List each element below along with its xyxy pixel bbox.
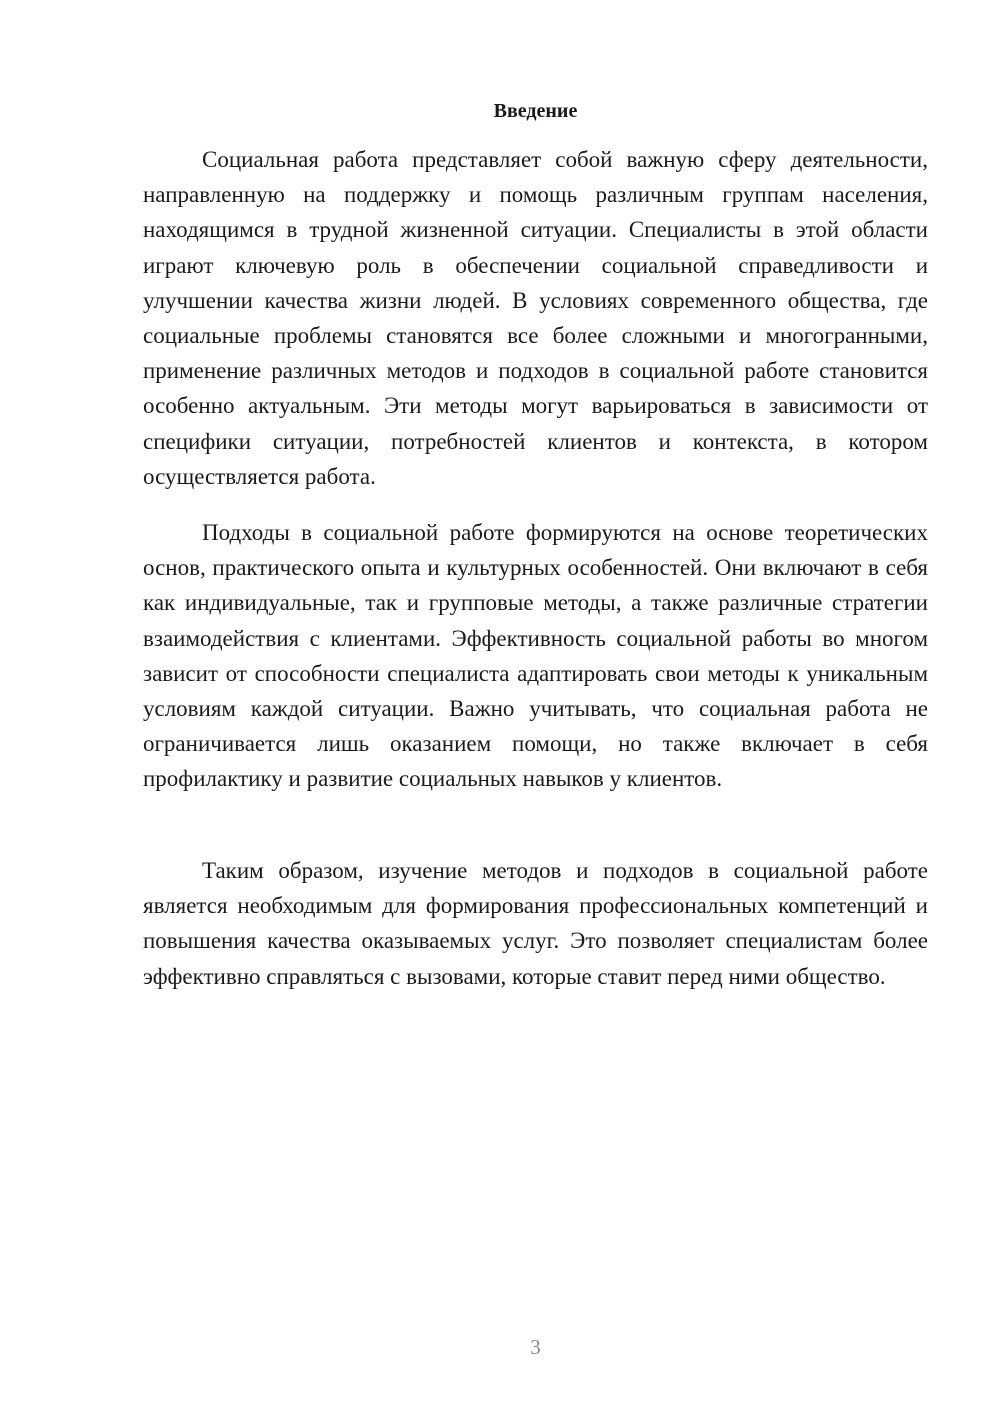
section-title: Введение bbox=[493, 100, 578, 122]
page-number: 3 bbox=[530, 1335, 541, 1359]
paragraph-intro: Социальная работа представляет собой важную сферу деятельности, направленную на поддержку и помощь различным группам населения, находящимся в трудной жизненной ситуации. Специалисты в этой области играют ключевую роль в обеспечении социальной справедливости и улучшении качества жизни людей. В условиях современного общества, где социальные проблемы становятся все более сложными и многогранными, применение различных методов и подходов в социальной работе становится особенно актуальным. Эти методы могут варьироваться в зависимости от специфики ситуации, потребностей клиентов и контекста, в котором осуществляется работа. bbox=[143, 147, 928, 489]
paragraph-conclusion: Таким образом, изучение методов и подходов в социальной работе является необходимым для формирования профессиональных компетенций и повышения качества оказываемых услуг. Это позволяет специалистам более эффективно справляться с вызовами, которые ставит перед ними общество. bbox=[143, 858, 928, 989]
paragraph-approaches: Подходы в социальной работе формируются на основе теоретических основ, практического опыта и культурных особенностей. Они включают в себя как индивидуальные, так и групповые методы, а также различные стратегии взаимодействия с клиентами. Эффективность социальной работы во многом зависит от способности специалиста адаптировать свои методы к уникальным условиям каждой ситуации. Важно учитывать, что социальная работа не ограничивается лишь оказанием помощи, но также включает в себя профилактику и развитие социальных навыков у клиентов. bbox=[143, 520, 928, 792]
